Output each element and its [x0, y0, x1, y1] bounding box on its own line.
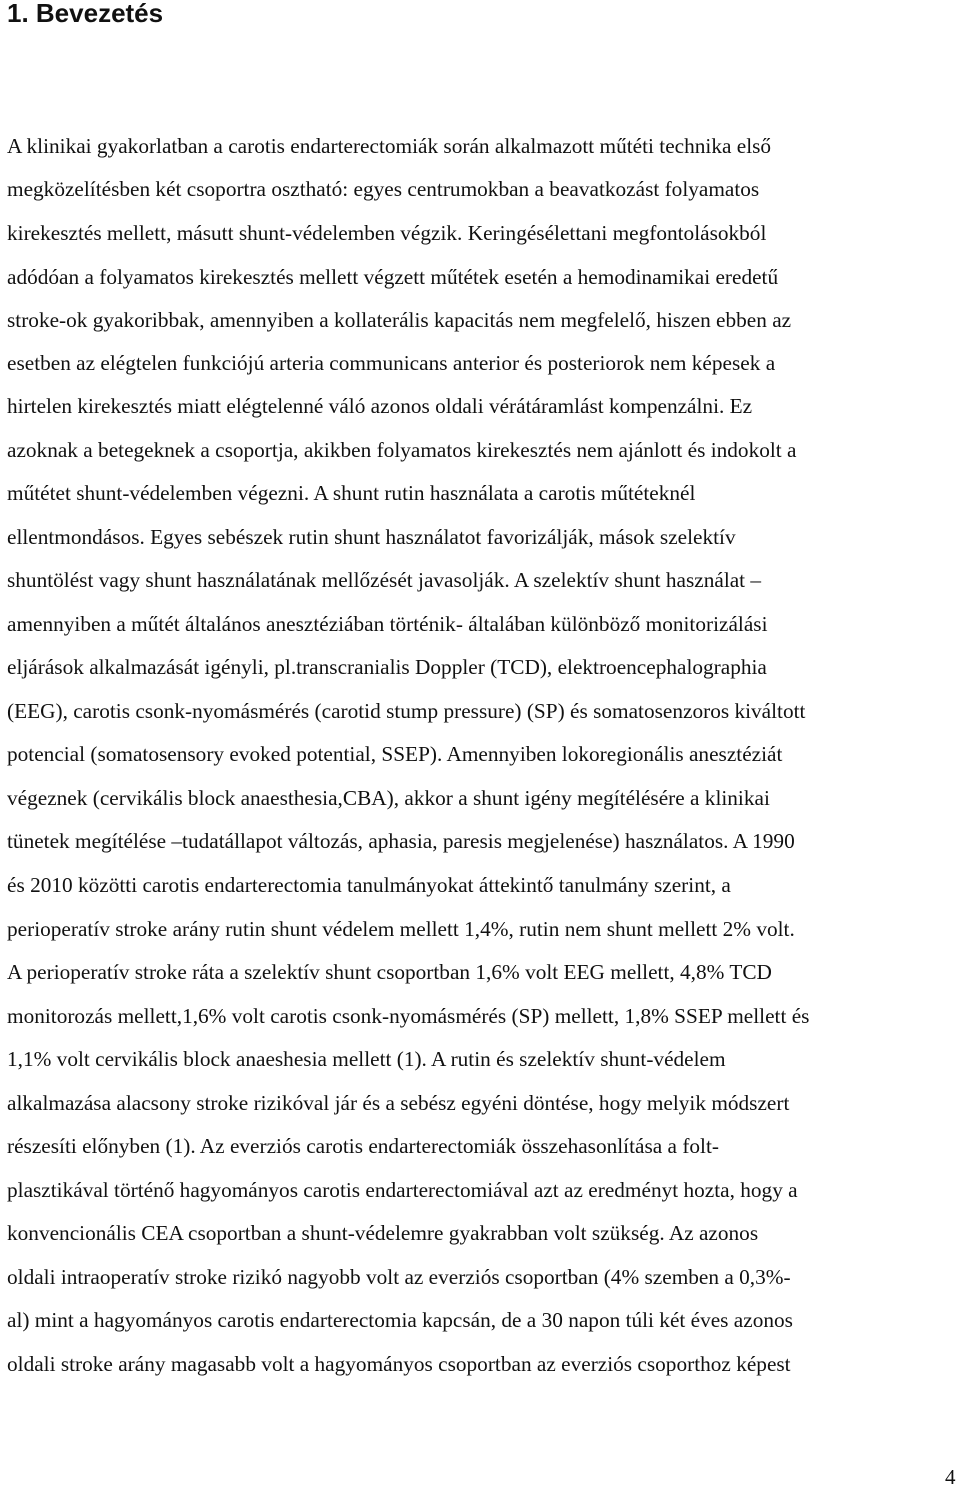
paragraph-line: shuntölést vagy shunt használatának mellőzését javasolják. A szelektív shunt használat –: [7, 568, 762, 592]
paragraph-line: A perioperatív stroke ráta a szelektív shunt csoportban 1,6% volt EEG mellett, 4,8% TCD: [7, 960, 772, 984]
paragraph-line: végeznek (cervikális block anaesthesia,CBA), akkor a shunt igény megítélésére a klinikai: [7, 786, 770, 810]
paragraph-line: azoknak a betegeknek a csoportja, akikben folyamatos kirekesztés nem ajánlott és indokolt a: [7, 438, 797, 462]
paragraph-line: stroke-ok gyakoribbak, amennyiben a kollaterális kapacitás nem megfelelő, hiszen ebben az: [7, 308, 792, 332]
paragraph-line: részesíti előnyben (1). Az everziós carotis endarterectomiák összehasonlítása a folt-: [7, 1134, 719, 1158]
paragraph-line: (EEG), carotis csonk-nyomásmérés (carotid stump pressure) (SP) és somatosenzoros kiváltott: [7, 699, 806, 723]
paragraph-line: monitorozás mellett,1,6% volt carotis csonk-nyomásmérés (SP) mellett, 1,8% SSEP mellett és: [7, 1004, 810, 1028]
paragraph-line: kirekesztés mellett, másutt shunt-védelemben végzik. Keringésélettani megfontolásokból: [7, 221, 767, 245]
section-heading: 1. Bevezetés: [7, 0, 164, 28]
paragraph-line: alkalmazása alacsony stroke rizikóval jár és a sebész egyéni döntése, hogy melyik módszert: [7, 1091, 790, 1115]
paragraph-line: A klinikai gyakorlatban a carotis endarterectomiák során alkalmazott műtéti technika első: [7, 134, 772, 158]
paragraph-line: oldali stroke arány magasabb volt a hagyományos csoportban az everziós csoporthoz képest: [7, 1352, 791, 1376]
paragraph-line: tünetek megítélése –tudatállapot változás, aphasia, paresis megjelenése) használatos. A 1990: [7, 829, 795, 853]
paragraph-line: konvencionális CEA csoportban a shunt-védelemre gyakrabban volt szükség. Az azonos: [7, 1221, 759, 1245]
paragraph-line: eljárások alkalmazását igényli, pl.transcranialis Doppler (TCD), elektroencephalographia: [7, 655, 767, 679]
paragraph-line: megközelítésben két csoportra osztható: egyes centrumokban a beavatkozást folyamatos: [7, 177, 760, 201]
paragraph-line: perioperatív stroke arány rutin shunt védelem mellett 1,4%, rutin nem shunt mellett 2% volt.: [7, 917, 795, 941]
page-number: 4: [945, 1465, 956, 1489]
paragraph-line: 1,1% volt cervikális block anaeshesia mellett (1). A rutin és szelektív shunt-védelem: [7, 1047, 726, 1071]
paragraph-line: amennyiben a műtét általános anesztéziában történik- általában különböző monitorizálási: [7, 612, 768, 636]
paragraph-line: adódóan a folyamatos kirekesztés mellett végzett műtétek esetén a hemodinamikai eredetű: [7, 265, 779, 289]
paragraph-line: hirtelen kirekesztés miatt elégtelenné váló azonos oldali vérátáramlást kompenzálni. Ez: [7, 394, 753, 418]
paragraph-line: ellentmondásos. Egyes sebészek rutin shunt használatot favorizálják, mások szelektív: [7, 525, 736, 549]
paragraph-line: plasztikával történő hagyományos carotis endarterectomiával azt az eredményt hozta, hogy a: [7, 1178, 798, 1202]
paragraph-line: al) mint a hagyományos carotis endarterectomia kapcsán, de a 30 napon túli két éves azonos: [7, 1308, 793, 1332]
paragraph-line: esetben az elégtelen funkciójú arteria communicans anterior és posteriorok nem képesek a: [7, 351, 776, 375]
paragraph-line: és 2010 közötti carotis endarterectomia tanulmányokat áttekintő tanulmány szerint, a: [7, 873, 731, 897]
paragraph-line: potencial (somatosensory evoked potential, SSEP). Amennyiben lokoregionális anesztéziát: [7, 742, 783, 766]
paragraph-line: oldali intraoperatív stroke rizikó nagyobb volt az everziós csoportban (4% szemben a 0,3%-: [7, 1265, 791, 1289]
paragraph-line: műtétet shunt-védelemben végezni. A shunt rutin használata a carotis műtéteknél: [7, 481, 696, 505]
